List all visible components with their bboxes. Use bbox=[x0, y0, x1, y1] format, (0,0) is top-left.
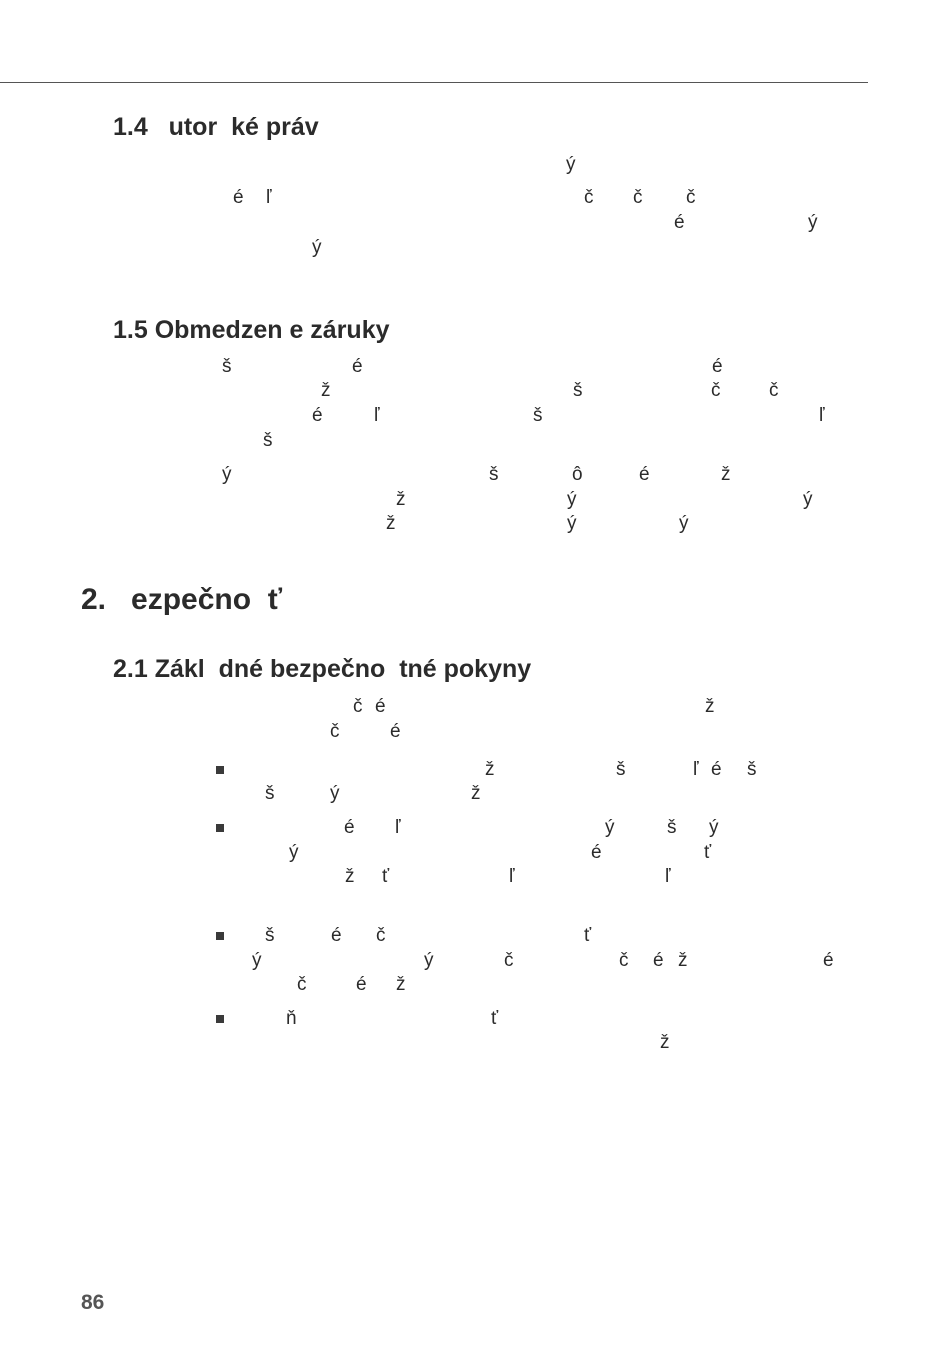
text-glyph: ť bbox=[382, 866, 390, 887]
text-glyph: č bbox=[584, 187, 594, 208]
text-glyph: ň bbox=[286, 1008, 297, 1029]
text-glyph: ž bbox=[396, 974, 406, 995]
text-glyph: ý bbox=[330, 783, 340, 804]
text-glyph: ý bbox=[424, 950, 434, 971]
text-glyph: ž bbox=[660, 1032, 670, 1053]
text-glyph: ľ bbox=[395, 817, 401, 838]
text-glyph: ľ bbox=[266, 187, 272, 208]
text-glyph: ž bbox=[705, 696, 715, 717]
text-glyph: ô bbox=[572, 464, 583, 485]
text-glyph: é bbox=[711, 759, 722, 780]
text-glyph: ý bbox=[566, 154, 576, 175]
bullet-marker bbox=[216, 824, 224, 832]
text-glyph: ž bbox=[471, 783, 481, 804]
text-glyph: ľ bbox=[509, 866, 515, 887]
text-glyph: é bbox=[639, 464, 650, 485]
text-glyph: ž bbox=[321, 380, 331, 401]
text-glyph: é bbox=[356, 974, 367, 995]
text-glyph: š bbox=[747, 759, 757, 780]
text-glyph: é bbox=[712, 356, 723, 377]
text-glyph: š bbox=[616, 759, 626, 780]
text-glyph: ý bbox=[605, 817, 615, 838]
text-glyph: č bbox=[686, 187, 696, 208]
text-glyph: é bbox=[352, 356, 363, 377]
text-glyph: ť bbox=[704, 842, 712, 863]
text-glyph: č bbox=[353, 696, 363, 717]
text-glyph: ť bbox=[584, 925, 592, 946]
text-glyph: ž bbox=[678, 950, 688, 971]
text-glyph: ž bbox=[345, 866, 355, 887]
bullet-marker bbox=[216, 932, 224, 940]
text-glyph: č bbox=[376, 925, 386, 946]
text-glyph: é bbox=[591, 842, 602, 863]
text-glyph: ý bbox=[808, 212, 818, 233]
text-glyph: š bbox=[573, 380, 583, 401]
text-glyph: š bbox=[489, 464, 499, 485]
text-glyph: č bbox=[711, 380, 721, 401]
text-glyph: š bbox=[263, 430, 273, 451]
text-glyph: ý bbox=[567, 513, 577, 534]
section-1-4-heading: 1.4 utor ké práv bbox=[113, 113, 319, 141]
text-glyph: č bbox=[633, 187, 643, 208]
text-glyph: ý bbox=[312, 237, 322, 258]
text-glyph: é bbox=[233, 187, 244, 208]
text-glyph: š bbox=[222, 356, 232, 377]
bullet-marker bbox=[216, 766, 224, 774]
header-rule bbox=[0, 82, 868, 83]
text-glyph: ľ bbox=[819, 405, 825, 426]
text-glyph: ý bbox=[222, 464, 232, 485]
text-glyph: ý bbox=[803, 489, 813, 510]
text-glyph: ý bbox=[252, 950, 262, 971]
text-glyph: ý bbox=[567, 489, 577, 510]
text-glyph: é bbox=[674, 212, 685, 233]
page-number: 86 bbox=[81, 1291, 105, 1314]
section-2-1-heading: 2.1 Zákl dné bezpečno tné pokyny bbox=[113, 655, 532, 683]
text-glyph: ľ bbox=[665, 866, 671, 887]
text-glyph: č bbox=[504, 950, 514, 971]
text-glyph: ť bbox=[491, 1008, 499, 1029]
text-glyph: š bbox=[265, 925, 275, 946]
text-glyph: é bbox=[653, 950, 664, 971]
text-glyph: é bbox=[312, 405, 323, 426]
text-glyph: č bbox=[769, 380, 779, 401]
text-glyph: š bbox=[265, 783, 275, 804]
text-glyph: é bbox=[344, 817, 355, 838]
text-glyph: é bbox=[823, 950, 834, 971]
text-glyph: č bbox=[297, 974, 307, 995]
section-1-5-heading: 1.5 Obmedzen e záruky bbox=[113, 316, 390, 344]
chapter-2-heading: 2. ezpečno ť bbox=[81, 583, 283, 616]
text-glyph: ý bbox=[709, 817, 719, 838]
text-glyph: ž bbox=[721, 464, 731, 485]
text-glyph: ľ bbox=[374, 405, 380, 426]
text-glyph: ž bbox=[485, 759, 495, 780]
text-glyph: š bbox=[667, 817, 677, 838]
text-glyph: ý bbox=[289, 842, 299, 863]
bullet-marker bbox=[216, 1015, 224, 1023]
text-glyph: é bbox=[375, 696, 386, 717]
text-glyph: é bbox=[390, 721, 401, 742]
text-glyph: č bbox=[330, 721, 340, 742]
text-glyph: ľ bbox=[693, 759, 699, 780]
text-glyph: š bbox=[533, 405, 543, 426]
text-glyph: ý bbox=[679, 513, 689, 534]
text-glyph: č bbox=[619, 950, 629, 971]
text-glyph: ž bbox=[396, 489, 406, 510]
text-glyph: ž bbox=[386, 513, 396, 534]
text-glyph: é bbox=[331, 925, 342, 946]
